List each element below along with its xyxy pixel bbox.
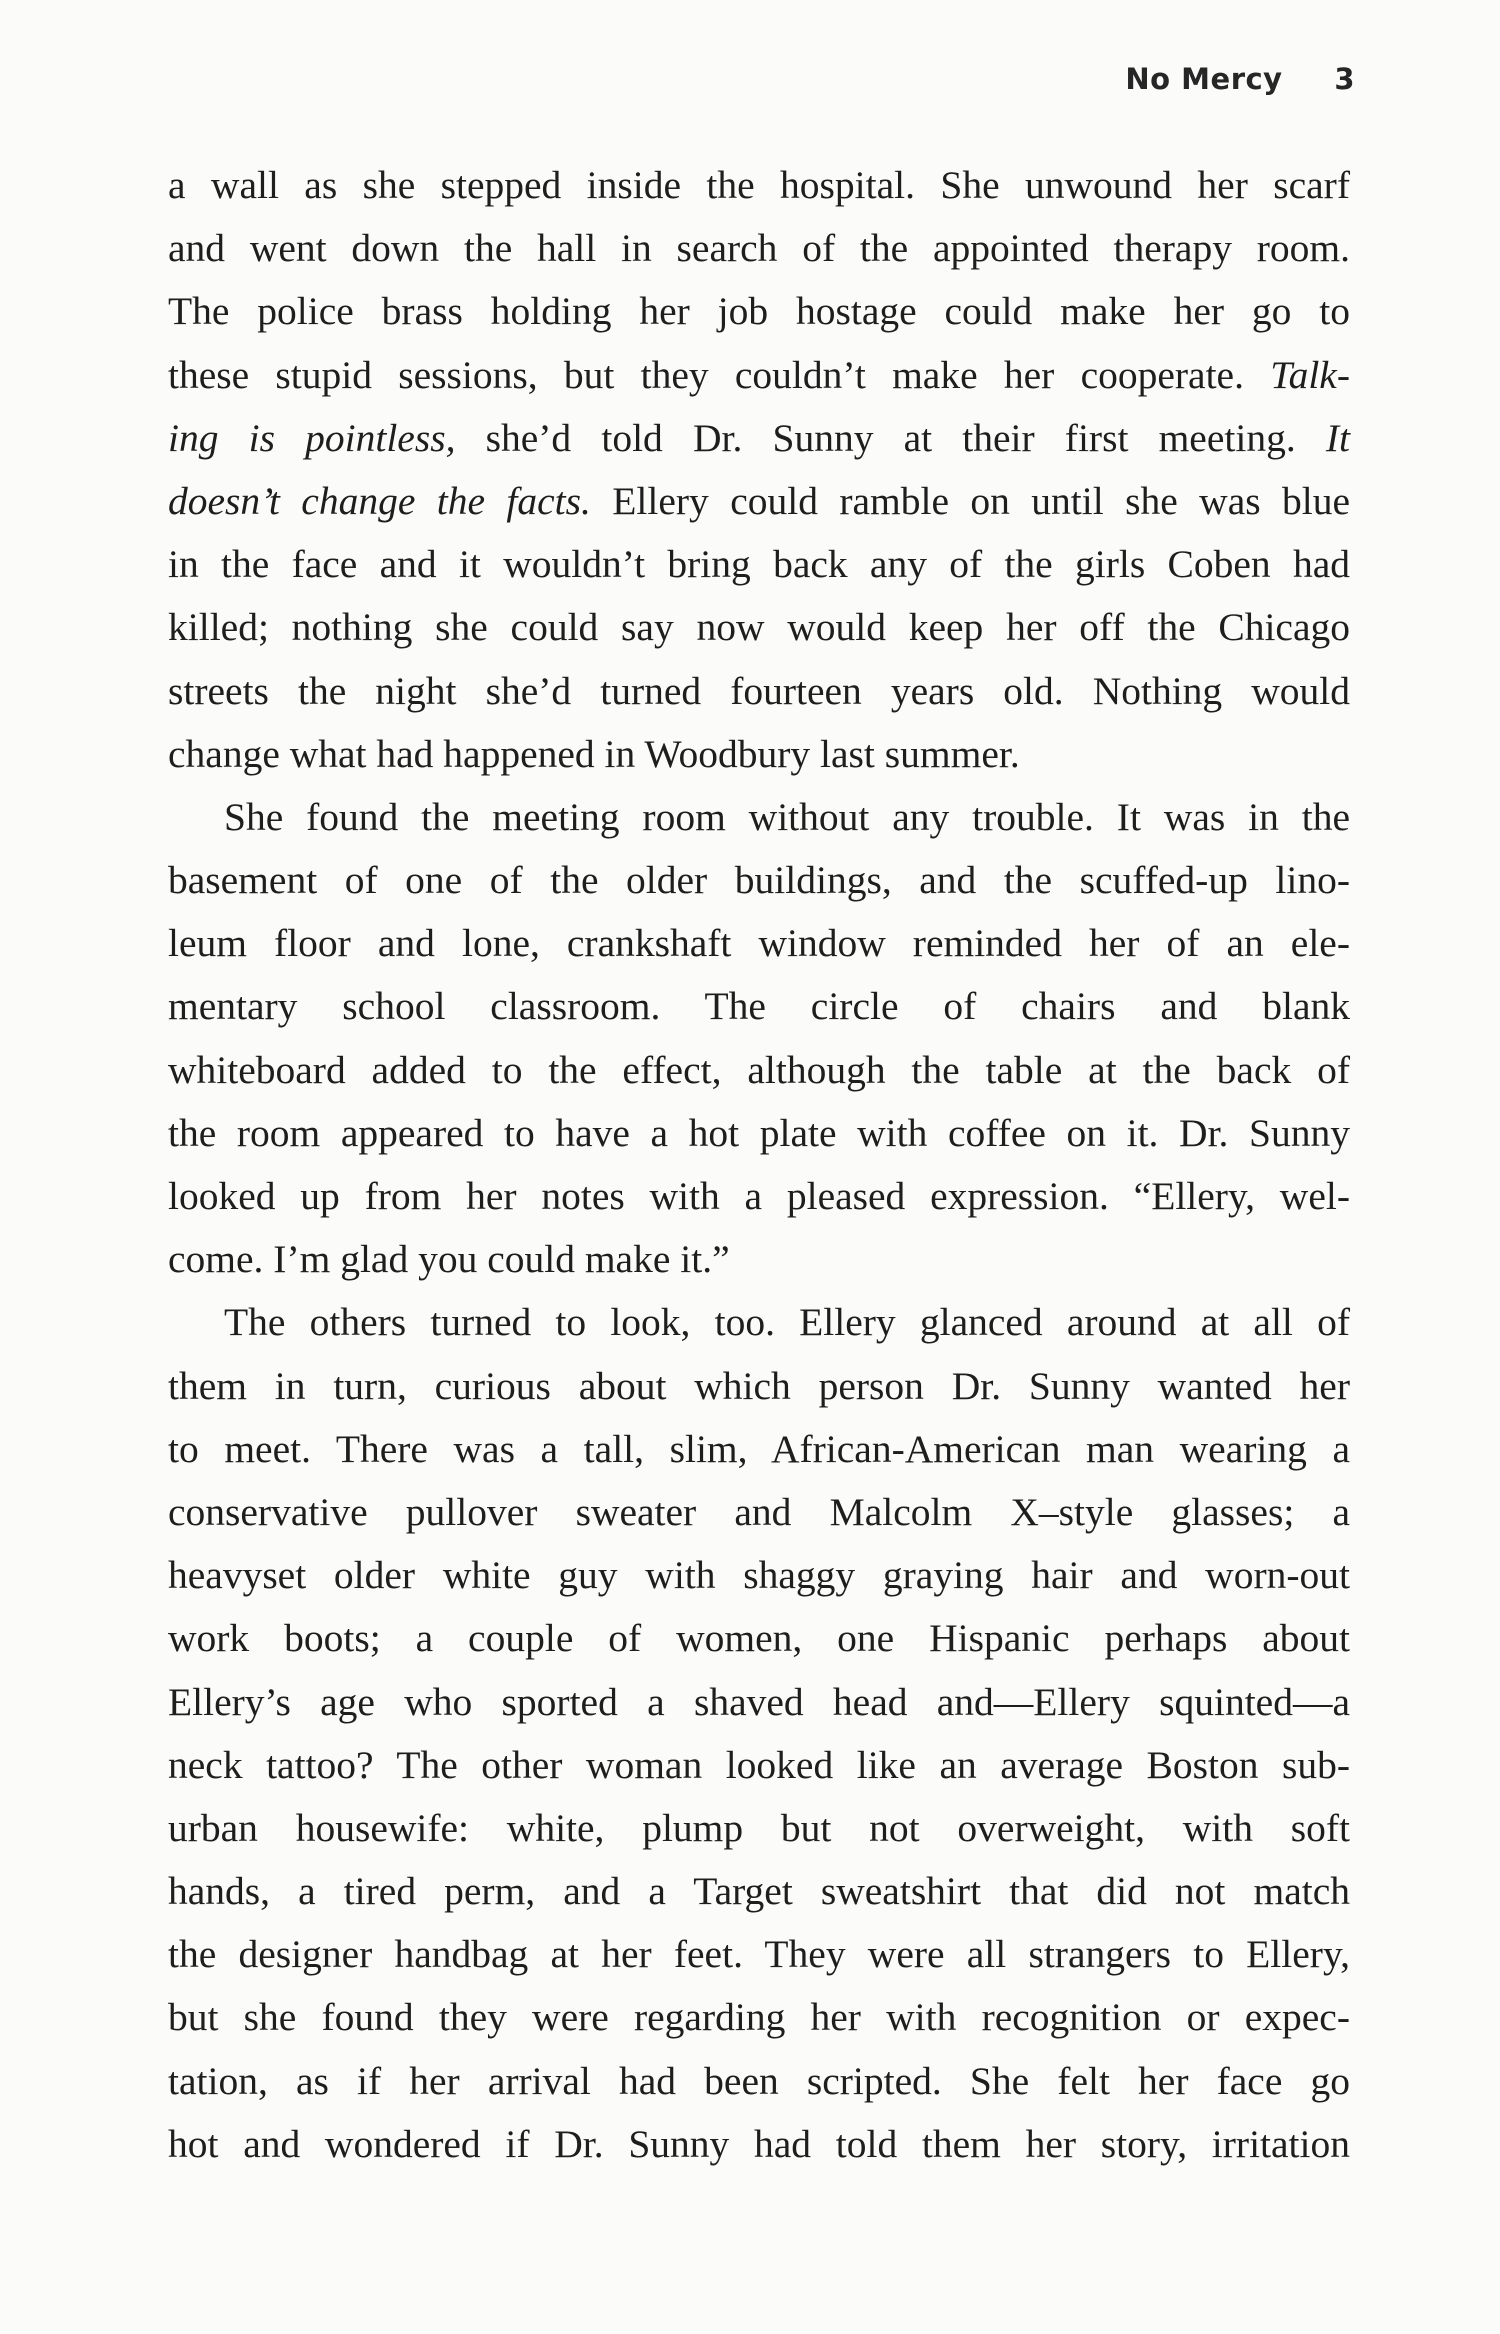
text-line bbox=[168, 407, 1350, 470]
line-text: conservative pullover sweater and Malcolm X–style glasses; a bbox=[168, 1489, 1350, 1534]
text-line bbox=[168, 723, 1350, 786]
text-line bbox=[168, 660, 1350, 723]
text-line bbox=[168, 154, 1350, 217]
line-text: change what had happened in Woodbury last summer. bbox=[168, 731, 1020, 776]
text-line bbox=[168, 1291, 1350, 1354]
text-line bbox=[168, 344, 1350, 407]
text-line bbox=[168, 1228, 1350, 1291]
text-line bbox=[168, 1544, 1350, 1607]
line-text: tation, as if her arrival had been scripted. She felt her face go bbox=[168, 2058, 1350, 2103]
line-text: The others turned to look, too. Ellery glanced around at all of bbox=[224, 1300, 1350, 1345]
body-text bbox=[168, 154, 1350, 2176]
text-line bbox=[168, 786, 1350, 849]
text-line bbox=[168, 849, 1350, 912]
line-text: the room appeared to have a hot plate with coffee on it. Dr. Sunny bbox=[168, 1110, 1350, 1155]
line-text: heavyset older white guy with shaggy graying hair and worn-out bbox=[168, 1553, 1350, 1598]
text-line bbox=[168, 596, 1350, 659]
line-text: mentary school classroom. The circle of chairs and blank bbox=[168, 984, 1350, 1029]
line-text: leum floor and lone, crankshaft window reminded her of an ele- bbox=[168, 921, 1350, 966]
text-line bbox=[168, 1734, 1350, 1797]
text-line bbox=[168, 1481, 1350, 1544]
text-line bbox=[168, 280, 1350, 343]
text-line bbox=[168, 217, 1350, 280]
line-text: she’d told Dr. Sunny at their first meeting. bbox=[455, 415, 1326, 460]
text-line bbox=[168, 912, 1350, 975]
line-text: neck tattoo? The other woman looked like an average Boston sub- bbox=[168, 1742, 1350, 1787]
line-text: a wall as she stepped inside the hospital. She unwound her scarf bbox=[168, 163, 1350, 207]
text-line bbox=[168, 1102, 1350, 1165]
italic-text: doesn’t change the facts. bbox=[168, 478, 591, 523]
text-line bbox=[168, 1355, 1350, 1418]
text-line bbox=[168, 1797, 1350, 1860]
line-text: them in turn, curious about which person Dr. Sunny wanted her bbox=[168, 1363, 1350, 1408]
line-text: hot and wondered if Dr. Sunny had told them her story, irritation bbox=[168, 2121, 1350, 2166]
text-line bbox=[168, 1671, 1350, 1734]
line-text: the designer handbag at her feet. They were all strangers to Ellery, bbox=[168, 1932, 1350, 1977]
line-text: and went down the hall in search of the appointed therapy room. bbox=[168, 226, 1350, 271]
line-text: streets the night she’d turned fourteen years old. Nothing would bbox=[168, 668, 1350, 713]
line-text: work boots; a couple of women, one Hispanic perhaps about bbox=[168, 1616, 1350, 1661]
line-text: basement of one of the older buildings, and the scuffed-up lino- bbox=[168, 858, 1350, 903]
text-line bbox=[168, 975, 1350, 1038]
line-text: looked up from her notes with a pleased expression. “Ellery, wel- bbox=[168, 1174, 1350, 1218]
page-number: 3 bbox=[1334, 62, 1355, 96]
line-text: Ellery’s age who sported a shaved head and—Ellery squinted—a bbox=[168, 1679, 1350, 1724]
line-text: come. I’m glad you could make it.” bbox=[168, 1237, 730, 1282]
line-text: in the face and it wouldn’t bring back any of the girls Coben had bbox=[168, 542, 1350, 587]
line-text: but she found they were regarding her with recognition or expec- bbox=[168, 1995, 1350, 2040]
italic-text: Talk- bbox=[1270, 352, 1350, 397]
line-text: hands, a tired perm, and a Target sweatshirt that did not match bbox=[168, 1869, 1350, 1914]
line-text: whiteboard added to the effect, although the table at the back of bbox=[168, 1047, 1350, 1092]
text-line bbox=[168, 1860, 1350, 1923]
italic-text: It bbox=[1325, 415, 1350, 460]
line-text: The police brass holding her job hostage could make her go to bbox=[168, 289, 1350, 334]
book-title: No Mercy bbox=[1125, 62, 1283, 96]
text-line bbox=[168, 470, 1350, 533]
running-head bbox=[1125, 62, 1355, 96]
text-line bbox=[168, 1923, 1350, 1986]
line-text: urban housewife: white, plump but not overweight, with soft bbox=[168, 1805, 1350, 1850]
text-line bbox=[168, 1165, 1350, 1228]
text-line bbox=[168, 1039, 1350, 1102]
text-line bbox=[168, 1418, 1350, 1481]
text-line bbox=[168, 533, 1350, 596]
line-text: killed; nothing she could say now would keep her off the Chicago bbox=[168, 605, 1350, 650]
line-text: She found the meeting room without any trouble. It was in the bbox=[224, 794, 1350, 839]
line-text: these stupid sessions, but they couldn’t make her cooperate. bbox=[168, 352, 1271, 397]
text-line bbox=[168, 2113, 1350, 2176]
italic-text: ing is pointless, bbox=[168, 415, 456, 460]
text-line bbox=[168, 1607, 1350, 1670]
text-line bbox=[168, 2050, 1350, 2113]
line-text: to meet. There was a tall, slim, African-American man wearing a bbox=[168, 1426, 1350, 1471]
line-text: Ellery could ramble on until she was blue bbox=[590, 478, 1350, 523]
text-line bbox=[168, 1986, 1350, 2049]
